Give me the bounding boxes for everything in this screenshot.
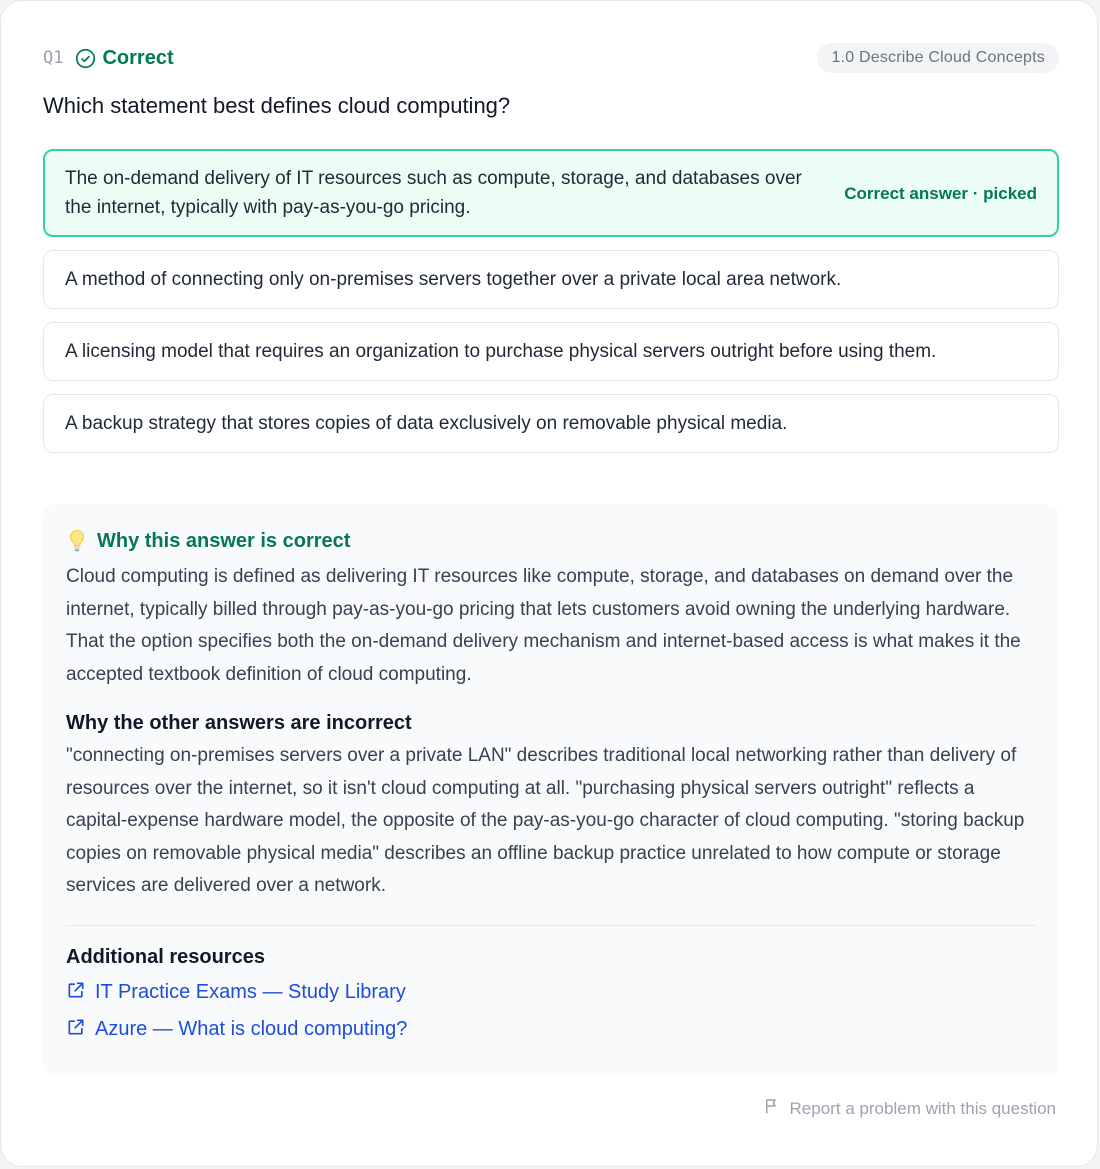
check-circle-icon (75, 48, 96, 69)
incorrect-explanation-body: "connecting on-premises servers over a private LAN" describes traditional local networking rather than delivery of resources over the internet, so it isn't cloud computing at all. "purchasing physical servers outright" reflects a capital-expense hardware model, the opposite of the pay-as-you-go character of cloud computing. "storing backup copies on removable physical media" describes an offline backup practice unrelated to how compute or storage services are delivered over a network. (66, 745, 1025, 896)
flag-icon (763, 1097, 790, 1120)
lightbulb-icon (66, 528, 88, 554)
answer-option-text: The on-demand delivery of IT resources such as compute, storage, and databases over the internet, typically with pay-as-you-go pricing. (65, 168, 802, 218)
correct-explanation-title: Why this answer is correct (97, 529, 351, 552)
answer-option[interactable] (43, 322, 1059, 381)
topic-badge: 1.0 Describe Cloud Concepts (817, 43, 1059, 73)
question-text: Which statement best defines cloud computing? (43, 93, 511, 118)
resources-title: Additional resources (66, 945, 265, 968)
correct-explanation-body: Cloud computing is defined as delivering IT resources like compute, storage, and databases on demand over the internet, typically billed through pay-as-you-go pricing that lets customers avoid owning the underlying hardware. That the option specifies both the on-demand delivery mechanism and internet-based access is what makes it the accepted textbook definition of cloud computing. (66, 566, 1021, 685)
divider (66, 925, 1036, 926)
external-link-icon (66, 1017, 95, 1043)
question-number: Q1 (43, 48, 64, 68)
report-problem-link[interactable] (763, 1097, 1056, 1120)
answer-option-correct[interactable] (43, 149, 1059, 237)
resource-link-azure[interactable] (66, 1017, 1036, 1043)
answer-option-text: A licensing model that requires an organization to purchase physical servers outright before using them. (65, 341, 937, 362)
answer-option[interactable] (43, 394, 1059, 453)
resource-link-label: Azure — What is cloud computing? (95, 1018, 408, 1040)
explanation-heading (66, 526, 1036, 556)
resource-link-label: IT Practice Exams — Study Library (95, 981, 406, 1003)
answer-options (43, 149, 1059, 466)
report-problem-label: Report a problem with this question (789, 1098, 1056, 1118)
correct-picked-badge: Correct answer · picked (844, 183, 1037, 203)
status-label: Correct (102, 46, 174, 69)
external-link-icon (66, 980, 95, 1006)
question-header (43, 41, 1059, 75)
answer-option-text: A method of connecting only on-premises servers together over a private local area network. (65, 269, 842, 290)
explanation-panel (43, 504, 1059, 1076)
answer-option-text: A backup strategy that stores copies of data exclusively on removable physical media. (65, 413, 788, 434)
resource-link-study-library[interactable] (66, 980, 1036, 1006)
status-indicator (75, 47, 173, 70)
answer-option[interactable] (43, 250, 1059, 309)
incorrect-explanation-title: Why the other answers are incorrect (66, 712, 412, 734)
